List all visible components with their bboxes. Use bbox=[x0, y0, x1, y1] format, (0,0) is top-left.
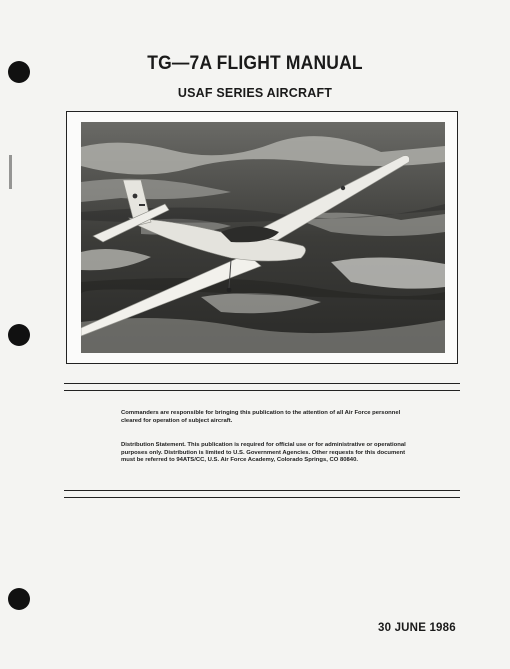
divider-rule bbox=[64, 390, 460, 391]
binder-hole-icon bbox=[8, 588, 30, 610]
photo-frame bbox=[66, 111, 458, 364]
divider-rule bbox=[64, 383, 460, 384]
glider-photo bbox=[81, 122, 445, 353]
glider-photo-image bbox=[81, 122, 445, 353]
distribution-statement: Distribution Statement. This publication is required for official use or for administrative or operational purposes only. Distribution is limited to U.S. Government Agencies. Other requests for this document must be referred to 94ATS/CC, U.S. Air Force Academy, Colorado Springs, CO 80840. bbox=[121, 442, 406, 464]
scan-mark bbox=[9, 155, 12, 189]
commanders-notice: Commanders are responsible for bringing this publication to the attention of all Air Force personnel cleared for operation of subject aircraft. bbox=[121, 410, 401, 424]
divider-rule bbox=[64, 490, 460, 491]
manual-subtitle: USAF SERIES AIRCRAFT bbox=[177, 86, 333, 100]
manual-title: TG—7A FLIGHT MANUAL bbox=[147, 53, 363, 74]
publication-date: 30 JUNE 1986 bbox=[378, 622, 456, 634]
divider-rule bbox=[64, 497, 460, 498]
binder-hole-icon bbox=[8, 324, 30, 346]
